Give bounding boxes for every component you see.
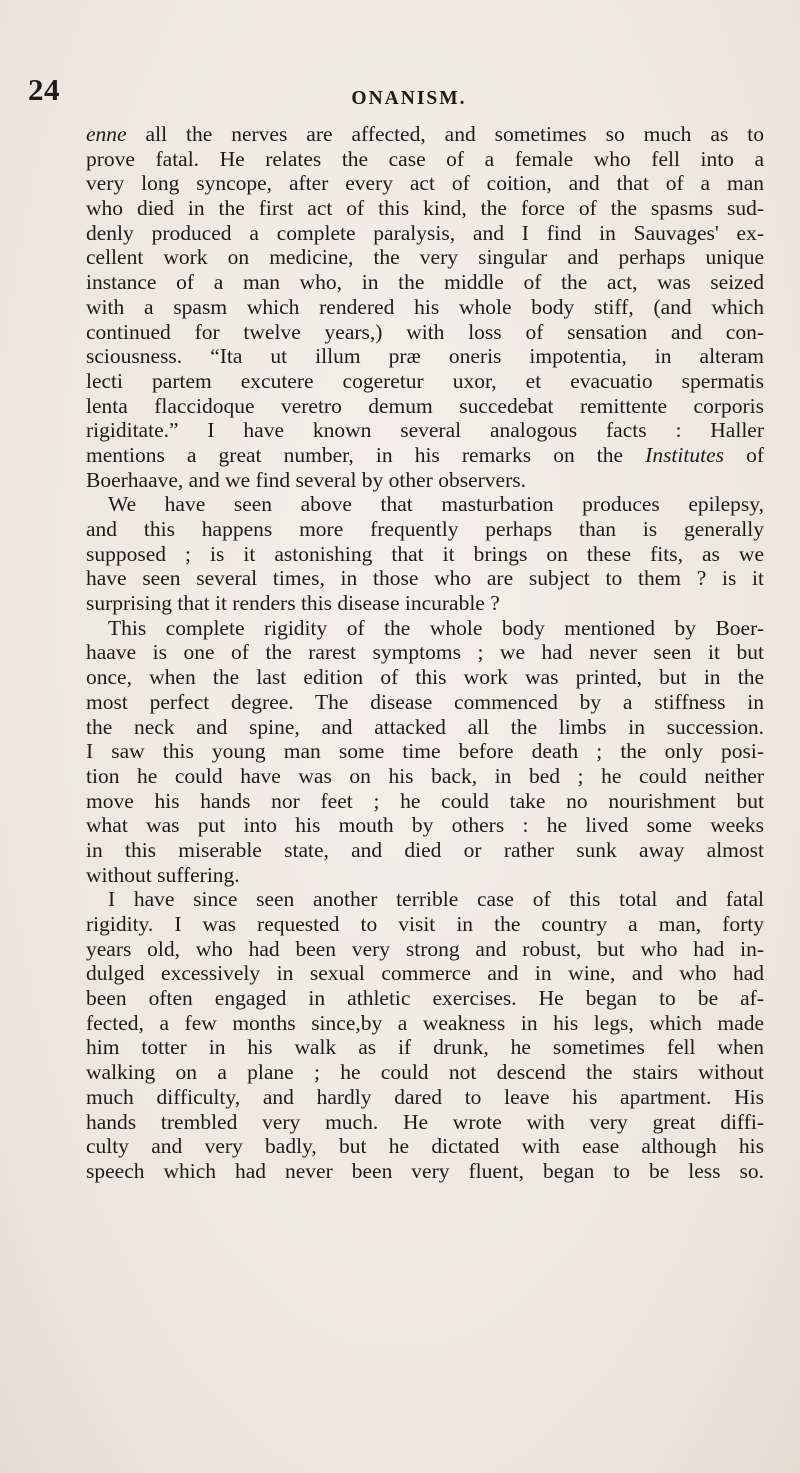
- text-line: instance of a man who, in the middle of the act, was seized: [86, 270, 764, 295]
- text-line: years old, who had been very strong and robust, but who had in-: [86, 936, 764, 961]
- body-text: [86, 122, 764, 1184]
- text-line: in this miserable state, and died or rather sunk away almost: [86, 837, 764, 862]
- text-line: mentions a great number, in his remarks on the Institutes of: [86, 442, 764, 467]
- text-line: enne all the nerves are affected, and sometimes so much as to: [86, 122, 764, 146]
- text-line: been often engaged in athletic exercises. He began to be af-: [86, 986, 764, 1011]
- text-line: once, when the last edition of this work was printed, but in the: [86, 665, 764, 690]
- text-line: haave is one of the rarest symptoms ; we had never seen it but: [86, 640, 764, 665]
- text-line: I have since seen another terrible case of this total and fatal: [108, 887, 764, 912]
- text-line: have seen several times, in those who are subject to them ? is it: [86, 566, 764, 591]
- text-line: speech which had never been very fluent, began to be less so.: [86, 1158, 764, 1183]
- text-line: move his hands nor feet ; he could take no nourishment but: [86, 788, 764, 813]
- running-head: ONANISM.: [351, 88, 467, 109]
- text-line: most perfect degree. The disease commenced by a stiffness in: [86, 689, 764, 714]
- page-number: 24: [28, 72, 60, 107]
- page-header: [28, 72, 770, 110]
- text-line: much difficulty, and hardly dared to leave his apartment. His: [86, 1084, 764, 1109]
- text-line: culty and very badly, but he dictated with ease although his: [86, 1134, 764, 1159]
- text-line: cellent work on medicine, the very singular and perhaps unique: [86, 245, 764, 270]
- text-line: without suffering.: [86, 862, 240, 887]
- text-line: and this happens more frequently perhaps than is generally: [86, 517, 764, 541]
- text-line: hands trembled very much. He wrote with very great diffi-: [86, 1109, 764, 1134]
- text-line: him totter in his walk as if drunk, he sometimes fell when: [86, 1035, 764, 1060]
- text-line: denly produced a complete paralysis, and I find in Sauvages' ex-: [86, 220, 764, 245]
- text-line: lecti partem excutere cogeretur uxor, et evacuatio spermatis: [86, 368, 764, 393]
- text-line: who died in the first act of this kind, the force of the spasms sud-: [86, 196, 764, 221]
- text-line: rigiditate.” I have known several analogous facts : Haller: [86, 418, 764, 443]
- text-line: what was put into his mouth by others : he lived some weeks: [86, 813, 764, 838]
- text-line: rigidity. I was requested to visit in the country a man, forty: [86, 912, 764, 936]
- text-line: This complete rigidity of the whole body mentioned by Boer-: [108, 615, 764, 640]
- text-line: fected, a few months since,by a weakness in his legs, which made: [86, 1010, 764, 1035]
- text-line: very long syncope, after every act of coition, and that of a man: [86, 171, 764, 196]
- text-line: lenta flaccidoque veretro demum succedebat remittente corporis: [86, 393, 764, 418]
- text-line: surprising that it renders this disease incurable ?: [86, 591, 500, 616]
- text-line: We have seen above that masturbation produces epilepsy,: [108, 492, 764, 517]
- text-line: I saw this young man some time before death ; the only posi-: [86, 739, 764, 764]
- text-line: supposed ; is it astonishing that it brings on these fits, as we: [86, 541, 764, 566]
- text-line: sciousness. “Ita ut illum præ oneris impotentia, in alteram: [86, 344, 764, 369]
- text-line: with a spasm which rendered his whole body stiff, (and which: [86, 294, 764, 319]
- text-line: the neck and spine, and attacked all the limbs in succession.: [86, 714, 764, 739]
- text-line: walking on a plane ; he could not descend the stairs without: [86, 1060, 764, 1085]
- text-line: continued for twelve years,) with loss of sensation and con-: [86, 319, 764, 344]
- text-line: Boerhaave, and we find several by other observers.: [86, 467, 526, 492]
- text-line: prove fatal. He relates the case of a female who fell into a: [86, 146, 764, 171]
- text-line: tion he could have was on his back, in bed ; he could neither: [86, 763, 764, 788]
- text-line: dulged excessively in sexual commerce and in wine, and who had: [86, 961, 764, 986]
